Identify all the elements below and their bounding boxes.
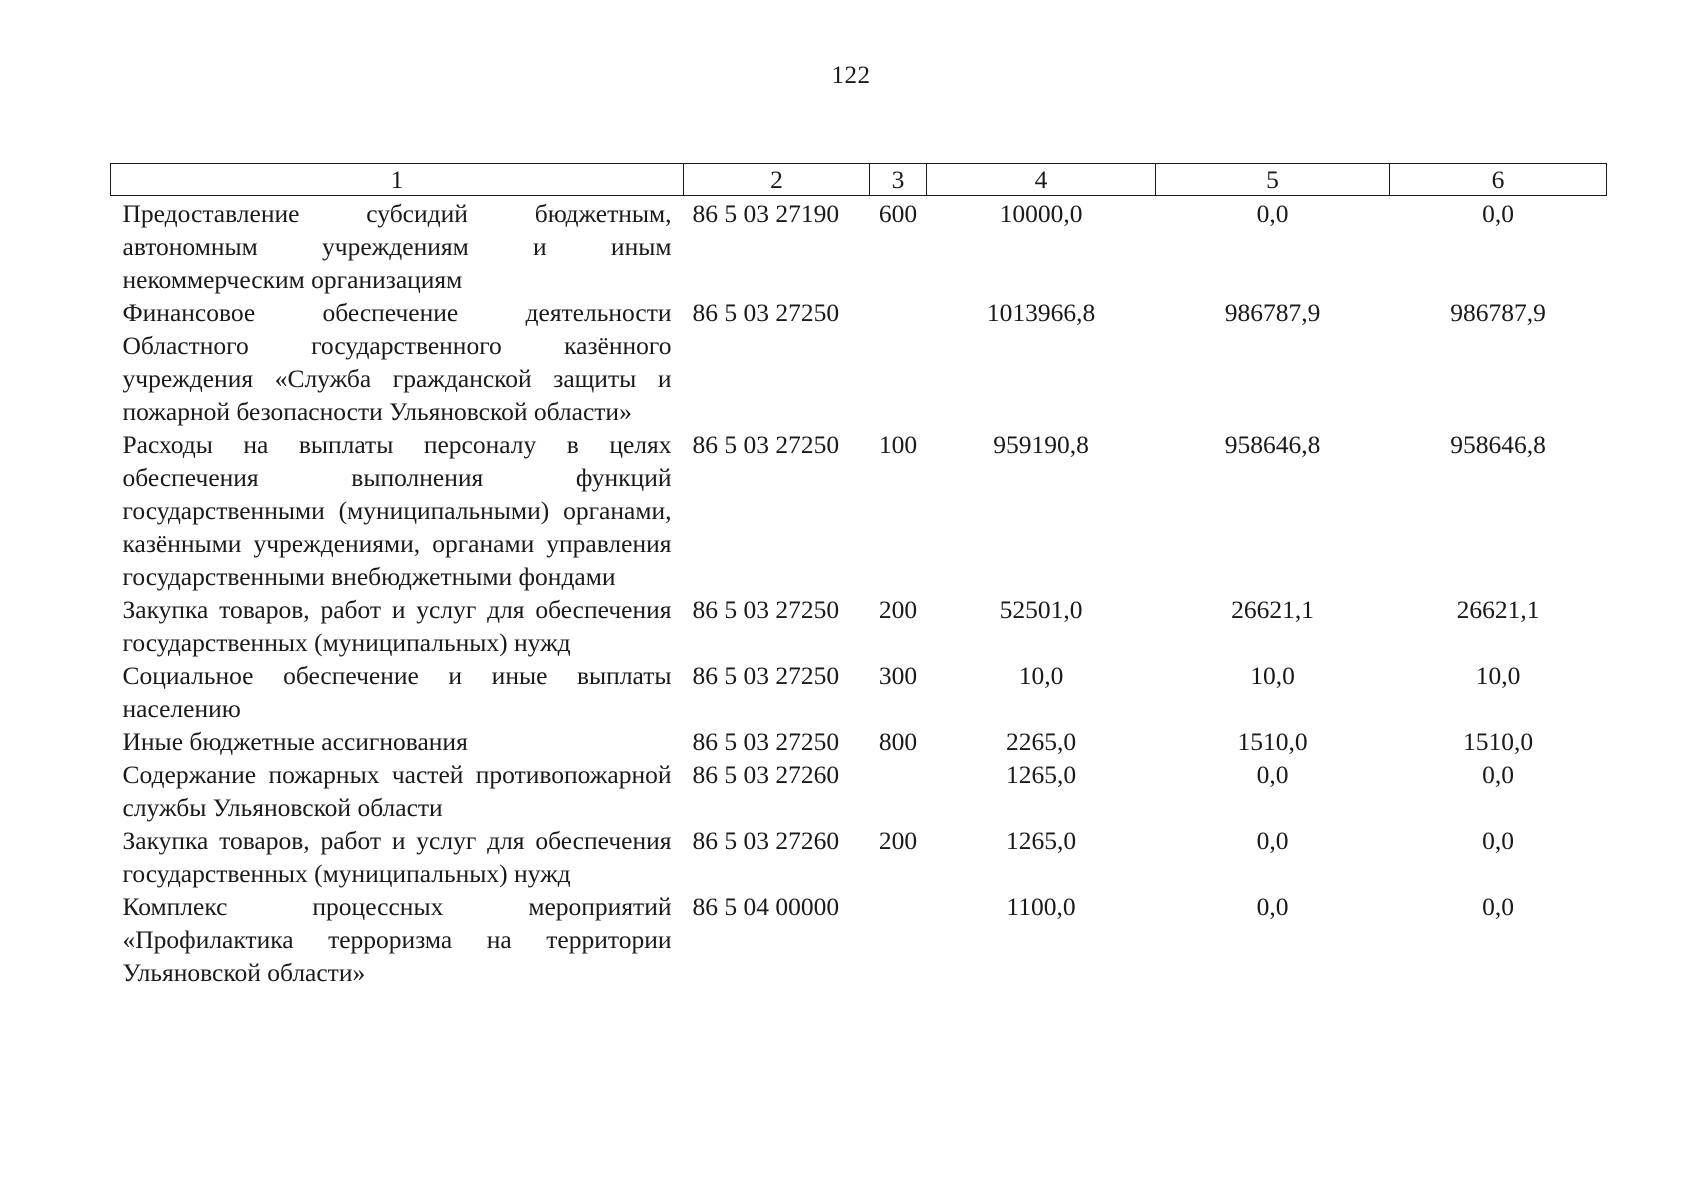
row-name: Финансовое обеспечение деятельности Областного государственного казённого учреждения «Служба гражданской защиты и пожарной безопасности Ульяновской области» [122,298,672,426]
row-target-code: 86 5 03 27250 [692,298,840,327]
row-sum-1: 52501,0 [999,595,1083,624]
row-target-code: 86 5 03 27260 [692,760,840,789]
table-row [111,428,1607,593]
column-header-2: 2 [684,164,870,196]
row-name: Закупка товаров, работ и услуг для обеспечения государственных (муниципальных) нужд [122,826,672,888]
row-expense-type: 100 [878,430,918,459]
table-row [111,659,1607,725]
row-expense-type: 600 [878,199,918,228]
row-target-code: 86 5 03 27190 [692,199,840,228]
row-target-code: 86 5 03 27250 [692,661,840,690]
column-header-3: 3 [870,164,927,196]
row-name: Комплекс процессных мероприятий «Профилактика терроризма на территории Ульяновской области» [122,892,672,987]
row-sum-2: 26621,1 [1231,595,1314,624]
page-number: 122 [831,62,871,89]
table-row [111,758,1607,824]
row-expense-type: 800 [878,727,918,756]
budget-table [110,163,1607,989]
row-sum-2: 1510,0 [1237,727,1308,756]
row-sum-2: 0,0 [1256,760,1289,789]
row-sum-2: 10,0 [1250,661,1295,690]
table-row [111,196,1607,297]
row-sum-2: 0,0 [1256,892,1289,921]
row-sum-1: 1265,0 [1005,826,1077,855]
row-sum-3: 0,0 [1482,826,1514,855]
table-row [111,296,1607,428]
row-name: Социальное обеспечение и иные выплаты населению [122,661,672,723]
row-sum-3: 0,0 [1482,892,1514,921]
table-row [111,890,1607,989]
row-target-code: 86 5 03 27250 [692,727,840,756]
column-header-4: 4 [927,164,1156,196]
row-sum-2: 986787,9 [1224,298,1321,327]
row-target-code: 86 5 03 27250 [692,595,840,624]
row-expense-type: 300 [878,661,918,690]
table-row [111,725,1607,758]
row-sum-3: 986787,9 [1450,298,1546,327]
row-sum-1: 1100,0 [1006,892,1076,921]
row-target-code: 86 5 04 00000 [692,892,840,921]
row-name: Расходы на выплаты персоналу в целях обеспечения выполнения функций государственными (муниципальными) органами, казёнными учреждениями, органами управления государственными внебюджетными фондами [122,430,672,591]
row-expense-type [870,758,927,824]
row-expense-type: 200 [878,826,918,855]
row-sum-1: 10000,0 [999,199,1083,228]
row-sum-1: 10,0 [1018,661,1064,690]
row-sum-1: 1013966,8 [986,298,1096,327]
row-sum-3: 26621,1 [1456,595,1540,624]
row-sum-2: 958646,8 [1224,430,1321,459]
row-sum-2: 0,0 [1256,199,1289,228]
column-header-5: 5 [1156,164,1390,196]
row-name: Иные бюджетные ассигнования [122,727,468,756]
row-sum-2: 0,0 [1256,826,1289,855]
row-target-code: 86 5 03 27260 [692,826,840,855]
row-name: Закупка товаров, работ и услуг для обеспечения государственных (муниципальных) нужд [122,595,672,657]
row-target-code: 86 5 03 27250 [692,430,840,459]
row-expense-type [870,890,927,989]
row-sum-3: 1510,0 [1462,727,1534,756]
column-header-6: 6 [1390,164,1607,196]
row-sum-3: 0,0 [1482,199,1514,228]
row-expense-type [870,296,927,428]
row-sum-3: 10,0 [1475,661,1521,690]
row-sum-1: 2265,0 [1005,727,1077,756]
row-sum-3: 0,0 [1482,760,1514,789]
row-sum-1: 1265,0 [1005,760,1077,789]
table-header-row [111,164,1607,196]
table-row [111,824,1607,890]
table-row [111,593,1607,659]
row-name: Предоставление субсидий бюджетным, автономным учреждениям и иным некоммерческим организациям [122,199,672,294]
row-sum-3: 958646,8 [1450,430,1546,459]
row-sum-1: 959190,8 [993,430,1089,459]
column-header-1: 1 [111,164,684,196]
row-name: Содержание пожарных частей противопожарной службы Ульяновской области [122,760,672,822]
row-expense-type: 200 [878,595,918,624]
